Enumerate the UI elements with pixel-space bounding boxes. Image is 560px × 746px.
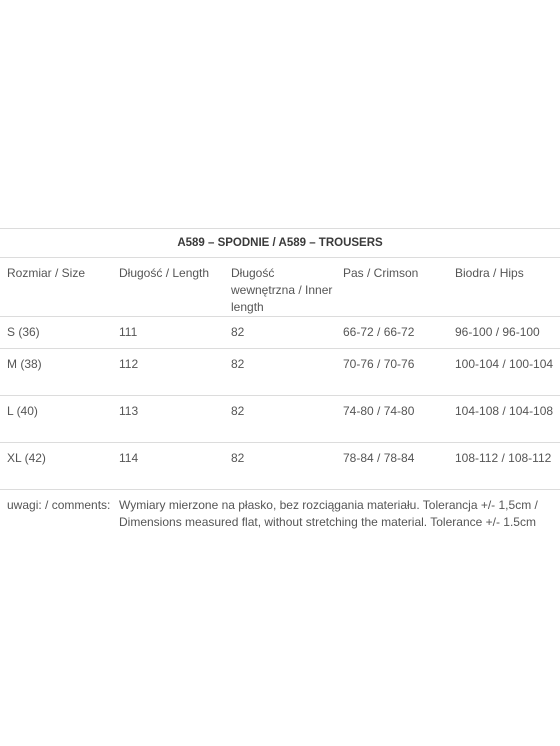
- notes-label: uwagi: / comments:: [0, 490, 112, 543]
- header-length: Długość / Length: [112, 258, 224, 317]
- header-waist: Pas / Crimson: [336, 258, 448, 317]
- cell-waist: 66-72 / 66-72: [336, 317, 448, 349]
- table-row: [0, 317, 560, 349]
- cell-waist: 70-76 / 70-76: [336, 349, 448, 396]
- cell-size: M (38): [0, 349, 112, 396]
- cell-length: 114: [112, 443, 224, 490]
- cell-hips: 104-108 / 104-108: [448, 396, 560, 443]
- cell-inner-length: 82: [224, 349, 336, 396]
- cell-inner-length: 82: [224, 396, 336, 443]
- notes-row: [0, 490, 560, 543]
- cell-hips: 108-112 / 108-112: [448, 443, 560, 490]
- header-size: Rozmiar / Size: [0, 258, 112, 317]
- notes-text: Wymiary mierzone na płasko, bez rozciągania materiału. Tolerancja +/- 1,5cm / Dimensions measured flat, without stretching the material. Tolerance +/- 1.5cm: [112, 490, 560, 543]
- table-row: [0, 349, 560, 396]
- cell-inner-length: 82: [224, 443, 336, 490]
- table-row: [0, 396, 560, 443]
- table-title-row: [0, 229, 560, 258]
- table-title: A589 – SPODNIE / A589 – TROUSERS: [0, 229, 560, 258]
- cell-size: XL (42): [0, 443, 112, 490]
- cell-length: 113: [112, 396, 224, 443]
- header-inner-length: Długość wewnętrzna / Inner length: [224, 258, 336, 317]
- cell-length: 111: [112, 317, 224, 349]
- cell-waist: 78-84 / 78-84: [336, 443, 448, 490]
- cell-waist: 74-80 / 74-80: [336, 396, 448, 443]
- header-hips: Biodra / Hips: [448, 258, 560, 317]
- cell-hips: 100-104 / 100-104: [448, 349, 560, 396]
- table-header-row: [0, 258, 560, 317]
- cell-hips: 96-100 / 96-100: [448, 317, 560, 349]
- cell-inner-length: 82: [224, 317, 336, 349]
- cell-size: S (36): [0, 317, 112, 349]
- table-row: [0, 443, 560, 490]
- cell-length: 112: [112, 349, 224, 396]
- size-chart-table: [0, 228, 560, 542]
- cell-size: L (40): [0, 396, 112, 443]
